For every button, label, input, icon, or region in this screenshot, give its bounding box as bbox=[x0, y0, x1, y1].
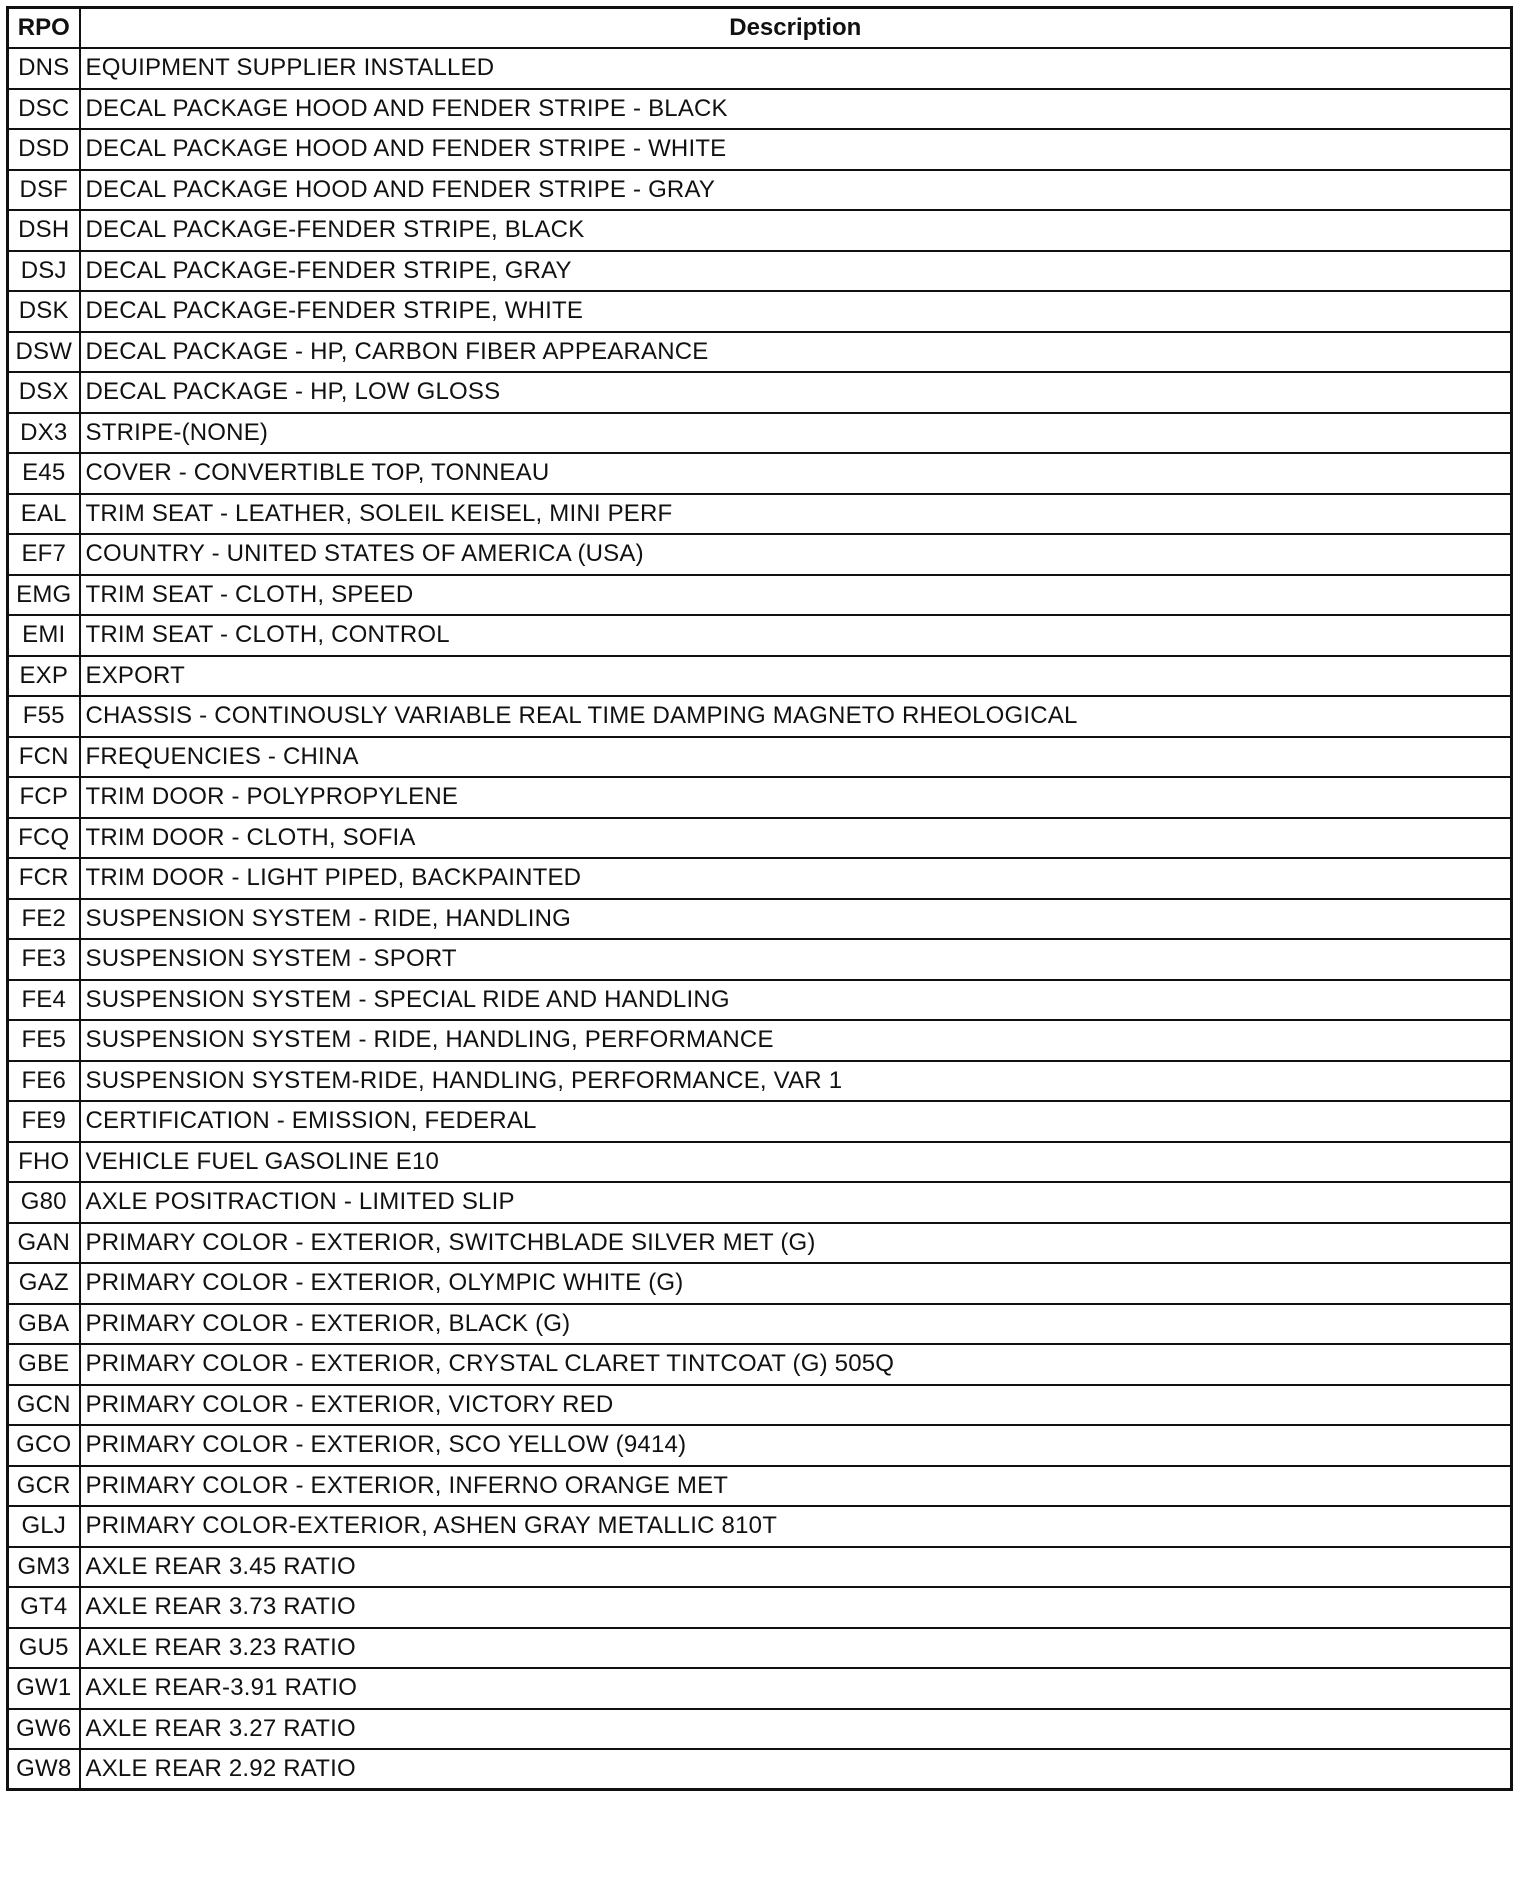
description-cell: DECAL PACKAGE HOOD AND FENDER STRIPE - BLACK bbox=[80, 89, 1512, 130]
table-row bbox=[8, 1142, 1512, 1183]
description-cell: CHASSIS - CONTINOUSLY VARIABLE REAL TIME DAMPING MAGNETO RHEOLOGICAL bbox=[80, 696, 1512, 737]
description-cell: DECAL PACKAGE HOOD AND FENDER STRIPE - WHITE bbox=[80, 129, 1512, 170]
table-row bbox=[8, 615, 1512, 656]
rpo-code-cell: EF7 bbox=[8, 534, 80, 575]
table-row bbox=[8, 980, 1512, 1021]
header-description: Description bbox=[80, 8, 1512, 49]
rpo-code-cell: EAL bbox=[8, 494, 80, 535]
table-row bbox=[8, 1263, 1512, 1304]
description-cell: TRIM SEAT - LEATHER, SOLEIL KEISEL, MINI PERF bbox=[80, 494, 1512, 535]
table-row bbox=[8, 818, 1512, 859]
header-rpo: RPO bbox=[8, 8, 80, 49]
description-cell: PRIMARY COLOR - EXTERIOR, SWITCHBLADE SILVER MET (G) bbox=[80, 1223, 1512, 1264]
description-cell: PRIMARY COLOR - EXTERIOR, VICTORY RED bbox=[80, 1385, 1512, 1426]
description-cell: AXLE REAR 3.73 RATIO bbox=[80, 1587, 1512, 1628]
rpo-code-cell: FE6 bbox=[8, 1061, 80, 1102]
description-cell: SUSPENSION SYSTEM-RIDE, HANDLING, PERFORMANCE, VAR 1 bbox=[80, 1061, 1512, 1102]
rpo-code-cell: EMI bbox=[8, 615, 80, 656]
table-row bbox=[8, 1182, 1512, 1223]
description-cell: PRIMARY COLOR - EXTERIOR, BLACK (G) bbox=[80, 1304, 1512, 1345]
table-row bbox=[8, 1020, 1512, 1061]
table-row bbox=[8, 858, 1512, 899]
table-row bbox=[8, 453, 1512, 494]
rpo-code-cell: DNS bbox=[8, 48, 80, 89]
table-row bbox=[8, 372, 1512, 413]
rpo-code-cell: GBE bbox=[8, 1344, 80, 1385]
description-cell: VEHICLE FUEL GASOLINE E10 bbox=[80, 1142, 1512, 1183]
rpo-code-cell: G80 bbox=[8, 1182, 80, 1223]
table-row bbox=[8, 1304, 1512, 1345]
table-row bbox=[8, 1385, 1512, 1426]
rpo-code-cell: GW6 bbox=[8, 1709, 80, 1750]
description-cell: TRIM SEAT - CLOTH, SPEED bbox=[80, 575, 1512, 616]
rpo-code-cell: DSH bbox=[8, 210, 80, 251]
rpo-code-cell: FE2 bbox=[8, 899, 80, 940]
table-row bbox=[8, 1101, 1512, 1142]
rpo-code-cell: FCN bbox=[8, 737, 80, 778]
table-row bbox=[8, 170, 1512, 211]
table-row bbox=[8, 696, 1512, 737]
rpo-code-sheet bbox=[6, 6, 1510, 1791]
table-body bbox=[8, 48, 1512, 1790]
table-row bbox=[8, 494, 1512, 535]
description-cell: AXLE REAR 3.23 RATIO bbox=[80, 1628, 1512, 1669]
description-cell: FREQUENCIES - CHINA bbox=[80, 737, 1512, 778]
table-row bbox=[8, 48, 1512, 89]
rpo-code-cell: GU5 bbox=[8, 1628, 80, 1669]
table-row bbox=[8, 1709, 1512, 1750]
description-cell: EXPORT bbox=[80, 656, 1512, 697]
rpo-code-cell: FCP bbox=[8, 777, 80, 818]
description-cell: PRIMARY COLOR - EXTERIOR, INFERNO ORANGE MET bbox=[80, 1466, 1512, 1507]
rpo-code-cell: F55 bbox=[8, 696, 80, 737]
table-row bbox=[8, 1547, 1512, 1588]
rpo-code-cell: DSD bbox=[8, 129, 80, 170]
description-cell: SUSPENSION SYSTEM - SPORT bbox=[80, 939, 1512, 980]
table-row bbox=[8, 899, 1512, 940]
rpo-code-cell: EXP bbox=[8, 656, 80, 697]
rpo-code-cell: FE5 bbox=[8, 1020, 80, 1061]
description-cell: EQUIPMENT SUPPLIER INSTALLED bbox=[80, 48, 1512, 89]
table-row bbox=[8, 129, 1512, 170]
rpo-code-cell: DSJ bbox=[8, 251, 80, 292]
table-row bbox=[8, 737, 1512, 778]
rpo-code-cell: FE4 bbox=[8, 980, 80, 1021]
rpo-code-cell: GM3 bbox=[8, 1547, 80, 1588]
description-cell: AXLE REAR 3.45 RATIO bbox=[80, 1547, 1512, 1588]
rpo-code-cell: GCN bbox=[8, 1385, 80, 1426]
table-row bbox=[8, 575, 1512, 616]
description-cell: TRIM DOOR - POLYPROPYLENE bbox=[80, 777, 1512, 818]
rpo-code-cell: GW8 bbox=[8, 1749, 80, 1790]
table-row bbox=[8, 89, 1512, 130]
rpo-table bbox=[6, 6, 1513, 1791]
rpo-code-cell: EMG bbox=[8, 575, 80, 616]
description-cell: COVER - CONVERTIBLE TOP, TONNEAU bbox=[80, 453, 1512, 494]
table-row bbox=[8, 656, 1512, 697]
description-cell: STRIPE-(NONE) bbox=[80, 413, 1512, 454]
description-cell: PRIMARY COLOR-EXTERIOR, ASHEN GRAY METALLIC 810T bbox=[80, 1506, 1512, 1547]
table-row bbox=[8, 1466, 1512, 1507]
description-cell: AXLE REAR-3.91 RATIO bbox=[80, 1668, 1512, 1709]
rpo-code-cell: GW1 bbox=[8, 1668, 80, 1709]
table-row bbox=[8, 251, 1512, 292]
table-row bbox=[8, 1061, 1512, 1102]
description-cell: SUSPENSION SYSTEM - RIDE, HANDLING bbox=[80, 899, 1512, 940]
rpo-code-cell: GAN bbox=[8, 1223, 80, 1264]
description-cell: DECAL PACKAGE - HP, CARBON FIBER APPEARANCE bbox=[80, 332, 1512, 373]
table-row bbox=[8, 332, 1512, 373]
table-row bbox=[8, 1668, 1512, 1709]
rpo-code-cell: E45 bbox=[8, 453, 80, 494]
table-row bbox=[8, 1506, 1512, 1547]
rpo-code-cell: FHO bbox=[8, 1142, 80, 1183]
rpo-code-cell: GBA bbox=[8, 1304, 80, 1345]
description-cell: PRIMARY COLOR - EXTERIOR, CRYSTAL CLARET TINTCOAT (G) 505Q bbox=[80, 1344, 1512, 1385]
table-row bbox=[8, 291, 1512, 332]
description-cell: CERTIFICATION - EMISSION, FEDERAL bbox=[80, 1101, 1512, 1142]
table-row bbox=[8, 1425, 1512, 1466]
description-cell: DECAL PACKAGE-FENDER STRIPE, BLACK bbox=[80, 210, 1512, 251]
rpo-code-cell: FE3 bbox=[8, 939, 80, 980]
rpo-code-cell: GCO bbox=[8, 1425, 80, 1466]
description-cell: TRIM DOOR - CLOTH, SOFIA bbox=[80, 818, 1512, 859]
rpo-code-cell: DSX bbox=[8, 372, 80, 413]
rpo-code-cell: GAZ bbox=[8, 1263, 80, 1304]
table-row bbox=[8, 939, 1512, 980]
rpo-code-cell: FCR bbox=[8, 858, 80, 899]
rpo-code-cell: GT4 bbox=[8, 1587, 80, 1628]
rpo-code-cell: GLJ bbox=[8, 1506, 80, 1547]
rpo-code-cell: GCR bbox=[8, 1466, 80, 1507]
description-cell: TRIM SEAT - CLOTH, CONTROL bbox=[80, 615, 1512, 656]
rpo-code-cell: FE9 bbox=[8, 1101, 80, 1142]
table-row bbox=[8, 210, 1512, 251]
rpo-code-cell: DX3 bbox=[8, 413, 80, 454]
description-cell: DECAL PACKAGE-FENDER STRIPE, WHITE bbox=[80, 291, 1512, 332]
rpo-code-cell: DSF bbox=[8, 170, 80, 211]
description-cell: AXLE REAR 2.92 RATIO bbox=[80, 1749, 1512, 1790]
table-row bbox=[8, 1628, 1512, 1669]
description-cell: DECAL PACKAGE-FENDER STRIPE, GRAY bbox=[80, 251, 1512, 292]
description-cell: PRIMARY COLOR - EXTERIOR, SCO YELLOW (9414) bbox=[80, 1425, 1512, 1466]
table-row bbox=[8, 413, 1512, 454]
description-cell: DECAL PACKAGE HOOD AND FENDER STRIPE - GRAY bbox=[80, 170, 1512, 211]
table-row bbox=[8, 1749, 1512, 1790]
description-cell: DECAL PACKAGE - HP, LOW GLOSS bbox=[80, 372, 1512, 413]
table-row bbox=[8, 1344, 1512, 1385]
description-cell: TRIM DOOR - LIGHT PIPED, BACKPAINTED bbox=[80, 858, 1512, 899]
table-header-row bbox=[8, 8, 1512, 49]
rpo-code-cell: DSW bbox=[8, 332, 80, 373]
description-cell: AXLE POSITRACTION - LIMITED SLIP bbox=[80, 1182, 1512, 1223]
description-cell: SUSPENSION SYSTEM - SPECIAL RIDE AND HANDLING bbox=[80, 980, 1512, 1021]
rpo-code-cell: FCQ bbox=[8, 818, 80, 859]
rpo-code-cell: DSK bbox=[8, 291, 80, 332]
description-cell: AXLE REAR 3.27 RATIO bbox=[80, 1709, 1512, 1750]
description-cell: PRIMARY COLOR - EXTERIOR, OLYMPIC WHITE (G) bbox=[80, 1263, 1512, 1304]
description-cell: SUSPENSION SYSTEM - RIDE, HANDLING, PERFORMANCE bbox=[80, 1020, 1512, 1061]
rpo-code-cell: DSC bbox=[8, 89, 80, 130]
table-row bbox=[8, 534, 1512, 575]
description-cell: COUNTRY - UNITED STATES OF AMERICA (USA) bbox=[80, 534, 1512, 575]
table-row bbox=[8, 1587, 1512, 1628]
table-row bbox=[8, 777, 1512, 818]
table-row bbox=[8, 1223, 1512, 1264]
